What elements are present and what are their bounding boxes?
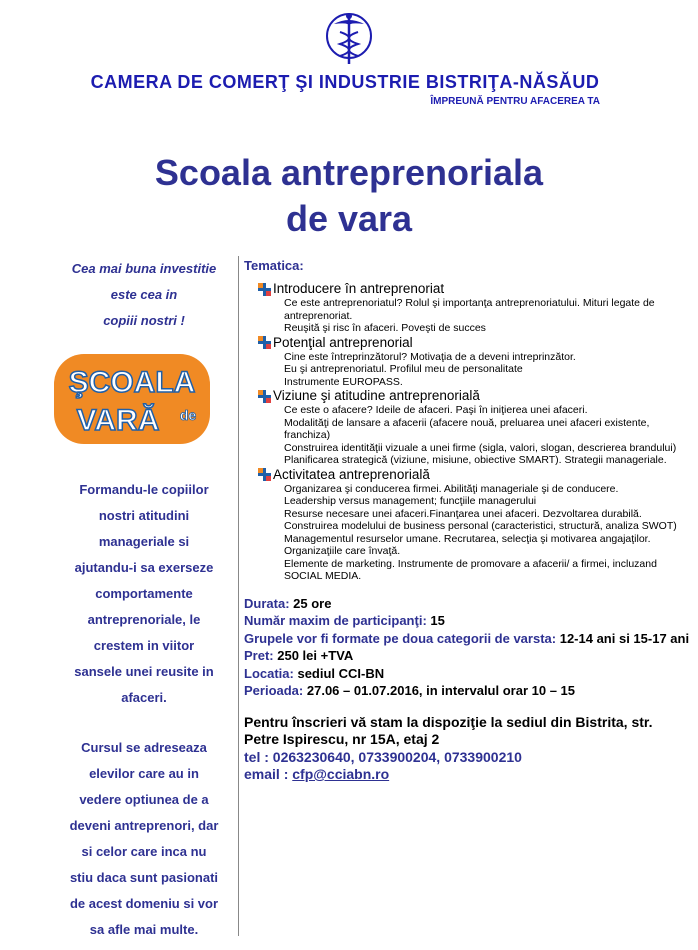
module-item: Instrumente EUROPASS.: [284, 375, 403, 388]
module-item: Eu şi antreprenoriatul. Profilul meu de personalitate: [284, 363, 523, 375]
detail-perioada: Perioada: 27.06 – 01.07.2016, in intervalul orar 10 – 15: [244, 683, 575, 698]
module-item: Organizarea şi conducerea firmei. Abilităţi manageriale şi de conducere.: [284, 482, 619, 495]
detail-locatia: Locatia: sediul CCI-BN: [244, 665, 385, 681]
email-link[interactable]: cfp@cciabn.ro: [292, 766, 390, 782]
detail-grupe: Grupele vor fi formate pe doua categorii de varsta: 12-14 ani si 15-17 ani: [244, 630, 690, 646]
right-column: [244, 258, 690, 784]
contact-email: email : cfp@cciabn.ro: [244, 766, 390, 782]
svg-text:de: de: [179, 407, 197, 423]
module-item: Elemente de marketing. Instrumente de promovare a afacerii/ a firmei, incluzand SOCIAL MEDIA.: [284, 557, 657, 582]
module-item: Ce este o afacere? Ideile de afaceri. Paşi în iniţierea unei afaceri.: [284, 404, 588, 416]
detail-pret: Pret: 250 lei +TVA: [244, 648, 354, 663]
module-title: Activitatea antreprenorială: [273, 466, 430, 482]
quote-line: este cea in: [110, 287, 178, 302]
caduceus-icon: [324, 10, 374, 66]
bullet-icon: [258, 390, 271, 403]
module-item: Construirea modelului de business personal (caracteristici, structură, analiza SWOT): [284, 520, 677, 532]
detail-durata: Durata: 25 ore: [244, 595, 332, 611]
tematica-label: Tematica:: [244, 258, 304, 273]
module-item: Reuşită şi risc în afaceri. Poveşti de succes: [284, 322, 486, 334]
module: [258, 281, 690, 335]
module-title: Introducere în antreprenoriat: [273, 281, 445, 296]
module-item: Resurse necesare unei afaceri.Finanţarea unei afaceri. Dezvoltarea durabilă.: [284, 507, 642, 520]
quote-line: copiii nostri !: [103, 313, 185, 328]
course-details: [244, 595, 690, 700]
svg-text:ŞCOALA: ŞCOALA: [68, 366, 196, 399]
title-line-2: de vara: [285, 198, 413, 239]
bullet-icon: [258, 283, 271, 296]
quote-line: Cea mai buna investitie: [71, 261, 217, 276]
left-paragraph-1: Formandu-le copiilor nostri atitudini manageriale si ajutandu-i sa exerseze comportamente antreprenoriale, le crestem in viitor sansele unei reusite in afaceri.: [74, 482, 214, 705]
column-divider: [238, 256, 239, 936]
module-item: Leadership versus management; funcţiile managerului: [284, 495, 537, 507]
module-item: Construirea identităţii vizuale a unei firme (sigla, valori, slogan, descrierea brandului): [284, 441, 677, 454]
contact-info: [244, 714, 690, 784]
header: [84, 10, 606, 108]
bullet-icon: [258, 468, 271, 481]
quote: [52, 256, 236, 334]
module: [258, 388, 690, 467]
module-item: Ce este antreprenoriatul? Rolul şi importanţa antreprenoriatului. Mituri legate de antreprenoriat.: [284, 297, 655, 322]
module-item: Planificarea strategică (viziune, misiune, obiective SMART). Strategii manageriale.: [284, 454, 667, 466]
module: [258, 335, 690, 389]
left-column: [52, 256, 236, 943]
detail-participanti: Număr maxim de participanţi: 15: [244, 613, 445, 628]
organization-name: CAMERA DE COMERŢ ŞI INDUSTRIE BISTRIŢA-NĂSĂUD: [90, 72, 600, 92]
module: [258, 467, 690, 583]
organization-tagline: ÎMPREUNĂ PENTRU AFACEREA TA: [430, 96, 600, 107]
bullet-icon: [258, 336, 271, 349]
svg-text:VARĂ: VARĂ: [76, 404, 160, 437]
contact-tel: tel : 0263230640, 0733900204, 0733900210: [244, 748, 522, 765]
module-title: Viziune şi atitudine antreprenorială: [273, 388, 480, 403]
title-line-1: Scoala antreprenoriala: [154, 152, 544, 193]
module-item: Cine este întreprinzătorul? Motivaţia de a deveni intreprinzător.: [284, 350, 576, 363]
contact-text: Pentru înscrieri vă stam la dispoziţie la sediul din Bistrita, str. Petre Ispirescu, nr 15A, etaj 2: [244, 713, 653, 747]
module-item: Managementul resurselor umane. Recrutarea, selecţia şi motivarea angajaţilor. Organizaţiile care învaţă.: [284, 532, 651, 557]
scoala-de-vara-logo: [52, 352, 212, 446]
left-paragraph-2: Cursul se adreseaza elevilor care au in vedere optiunea de a deveni antreprenori, dar si celor care inca nu stiu daca sunt pasionati de acest domeniu si vor sa afle mai multe.: [69, 740, 219, 937]
module-item: Modalităţi de lansare a afacerii (afacere nouă, preluarea unei afaceri existente, franchiza): [284, 416, 650, 441]
module-title: Potenţial antreprenorial: [273, 334, 413, 350]
page-title: [0, 150, 698, 242]
